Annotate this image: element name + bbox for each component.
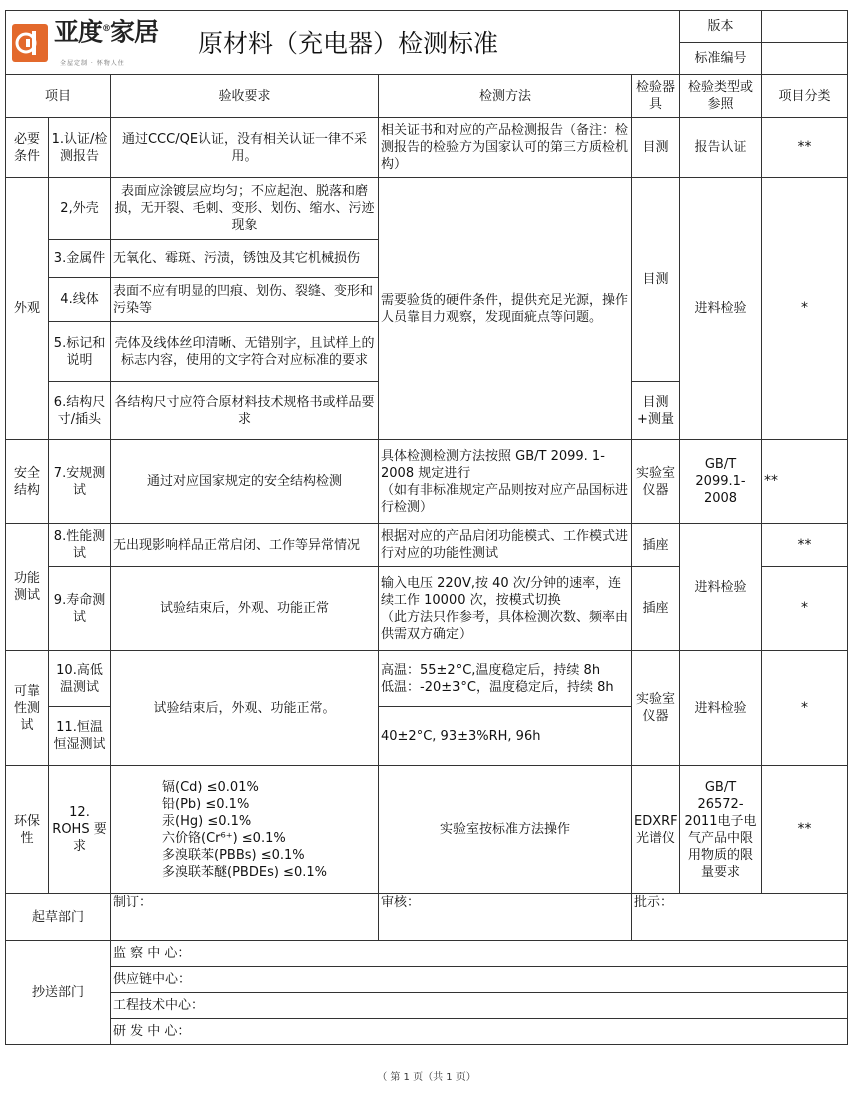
tool-text: 目测 xyxy=(632,178,680,382)
sub-item: 2,外壳 xyxy=(49,178,111,240)
sub-item: 12. ROHS 要求 xyxy=(49,766,111,894)
category-mark: * xyxy=(762,651,848,766)
group-label: 环保性 xyxy=(6,766,49,894)
col-requirement: 验收要求 xyxy=(111,75,379,118)
requirement-text: 无氧化、霉斑、污渍，锈蚀及其它机械损伤 xyxy=(111,240,379,278)
rohs-limit: 铅(Pb) ≤0.1% xyxy=(162,796,250,812)
requirement-text: 表面应涂镀层应均匀；不应起泡、脱落和磨损，无开裂、毛刺、变形、划伤、缩水、污迹现象 xyxy=(111,178,379,240)
table-row xyxy=(6,178,848,240)
method-line: 高温：55±2°C,温度稳定后，持续 8h xyxy=(381,662,601,678)
sub-item: 6.结构尺寸/插头 xyxy=(49,382,111,440)
brand-logo-icon xyxy=(12,24,48,62)
method-text: 40±2°C, 93±3%RH, 96h xyxy=(379,707,632,766)
distribution-row xyxy=(6,967,848,993)
method-line: （如有非标准规定产品则按对应产品国标进行检测） xyxy=(381,482,629,515)
method-line: 低温：-20±3°C，温度稳定后，持续 8h xyxy=(381,679,614,695)
distribution-dept[interactable]: 工程技术中心： xyxy=(111,993,848,1019)
col-category: 项目分类 xyxy=(762,75,848,118)
sub-item: 9.寿命测试 xyxy=(49,567,111,651)
brand-tagline: 全屋定制 · 怀物人住 xyxy=(60,60,125,67)
method-text xyxy=(379,651,632,707)
method-line: （此方法只作参考，具体检测次数、频率由供需双方确定） xyxy=(381,609,629,642)
review-signature-field[interactable]: 审核： xyxy=(379,894,632,941)
table-row xyxy=(6,766,848,894)
document-title: 原材料（充电器）检测标准 xyxy=(198,29,499,58)
type-text: GB/T 2099.1-2008 xyxy=(680,440,762,524)
category-mark: ** xyxy=(762,524,848,567)
requirement-text: 试验结束后，外观、功能正常 xyxy=(111,567,379,651)
method-text xyxy=(379,567,632,651)
sub-item: 4.线体 xyxy=(49,278,111,322)
requirement-text: 通过CCC/QE认证，没有相关认证一律不采用。 xyxy=(111,118,379,178)
group-label: 可靠性测试 xyxy=(6,651,49,766)
version-value xyxy=(762,11,848,43)
distribution-row xyxy=(6,941,848,967)
rohs-limit: 镉(Cd) ≤0.01% xyxy=(162,779,259,795)
requirement-text xyxy=(111,766,379,894)
distribution-dept[interactable]: 监 察 中 心： xyxy=(111,941,848,967)
type-text: 进料检验 xyxy=(680,651,762,766)
brand-name: 亚度®家居 xyxy=(54,17,159,47)
method-text xyxy=(379,440,632,524)
group-label: 安全结构 xyxy=(6,440,49,524)
tool-text: 实验室仪器 xyxy=(632,440,680,524)
method-text: 根据对应的产品启闭功能模式、工作模式进行对应的功能性测试 xyxy=(379,524,632,567)
col-method: 检测方法 xyxy=(379,75,632,118)
standard-sheet xyxy=(5,10,847,1045)
method-text: 需要验货的硬件条件，提供充足光源，操作人员靠目力观察，发现面疵点等问题。 xyxy=(379,178,632,440)
title-block xyxy=(6,11,680,75)
type-text: 进料检验 xyxy=(680,524,762,651)
distribution-label: 抄送部门 xyxy=(6,941,111,1045)
sub-item: 10.高低温测试 xyxy=(49,651,111,707)
distribution-dept[interactable]: 研 发 中 心： xyxy=(111,1019,848,1045)
inspection-table xyxy=(5,10,848,1045)
signoff-row xyxy=(6,894,848,941)
approve-signature-field[interactable]: 批示： xyxy=(632,894,848,941)
sub-item: 7.安规测试 xyxy=(49,440,111,524)
column-header-row xyxy=(6,75,848,118)
group-label: 功能测试 xyxy=(6,524,49,651)
version-label: 版本 xyxy=(680,11,762,43)
method-line: 输入电压 220V,按 40 次/分钟的速率，连续工作 10000 次，按模式切换 xyxy=(381,575,622,608)
requirement-text: 试验结束后，外观、功能正常。 xyxy=(111,651,379,766)
sub-item: 1.认证/检测报告 xyxy=(49,118,111,178)
category-mark: * xyxy=(762,178,848,440)
table-row xyxy=(6,440,848,524)
sub-item: 8.性能测试 xyxy=(49,524,111,567)
col-tool: 检验器具 xyxy=(632,75,680,118)
col-type: 检验类型或参照 xyxy=(680,75,762,118)
distribution-row xyxy=(6,1019,848,1045)
group-label: 必要条件 xyxy=(6,118,49,178)
tool-text: 插座 xyxy=(632,567,680,651)
tool-text: 插座 xyxy=(632,524,680,567)
brand-logo xyxy=(12,17,172,71)
requirement-text: 无出现影响样品正常启闭、工作等异常情况 xyxy=(111,524,379,567)
tool-text: 实验室仪器 xyxy=(632,651,680,766)
distribution-row xyxy=(6,993,848,1019)
method-text: 实验室按标准方法操作 xyxy=(379,766,632,894)
type-text: GB/T 26572-2011电子电气产品中限用物质的限量要求 xyxy=(680,766,762,894)
table-row xyxy=(6,651,848,707)
rohs-limit: 六价铬(Cr⁶⁺) ≤0.1% xyxy=(162,830,286,846)
method-line: 具体检测检测方法按照 GB/T 2099. 1-2008 规定进行 xyxy=(381,448,605,481)
tool-text: 目测+测量 xyxy=(632,382,680,440)
sub-item: 5.标记和说明 xyxy=(49,322,111,382)
tool-text: EDXRF 光谱仪 xyxy=(632,766,680,894)
page-footer: （ 第 1 页（共 1 页） xyxy=(377,1072,476,1083)
requirement-text: 通过对应国家规定的安全结构检测 xyxy=(111,440,379,524)
sub-item: 11.恒温恒湿测试 xyxy=(49,707,111,766)
method-text: 相关证书和对应的产品检测报告（备注：检测报告的检验方为国家认可的第三方质检机构） xyxy=(379,118,632,178)
rohs-limit: 汞(Hg) ≤0.1% xyxy=(162,813,252,829)
table-row xyxy=(6,524,848,567)
type-text: 进料检验 xyxy=(680,178,762,440)
requirement-text: 壳体及线体丝印清晰、无错别字，且试样上的标志内容，使用的文字符合对应标准的要求 xyxy=(111,322,379,382)
distribution-dept[interactable]: 供应链中心： xyxy=(111,967,848,993)
requirement-text: 表面不应有明显的凹痕、划伤、裂缝、变形和污染等 xyxy=(111,278,379,322)
category-mark: ** xyxy=(762,766,848,894)
type-text: 报告认证 xyxy=(680,118,762,178)
rohs-limit: 多溴联苯(PBBs) ≤0.1% xyxy=(162,847,305,863)
table-row xyxy=(6,118,848,178)
rohs-limit-list xyxy=(162,779,327,881)
std-no-label: 标准编号 xyxy=(680,43,762,75)
signoff-label: 起草部门 xyxy=(6,894,111,941)
category-mark: * xyxy=(762,567,848,651)
category-mark: ** xyxy=(762,440,848,524)
tool-text: 目测 xyxy=(632,118,680,178)
sub-item: 3.金属件 xyxy=(49,240,111,278)
std-no-value xyxy=(762,43,848,75)
rohs-limit: 多溴联苯醚(PBDEs) ≤0.1% xyxy=(162,864,327,880)
requirement-text: 各结构尺寸应符合原材料技术规格书或样品要求 xyxy=(111,382,379,440)
draft-signature-field[interactable]: 制订： xyxy=(111,894,379,941)
category-mark: ** xyxy=(762,118,848,178)
col-item: 项目 xyxy=(6,75,111,118)
group-label: 外观 xyxy=(6,178,49,440)
